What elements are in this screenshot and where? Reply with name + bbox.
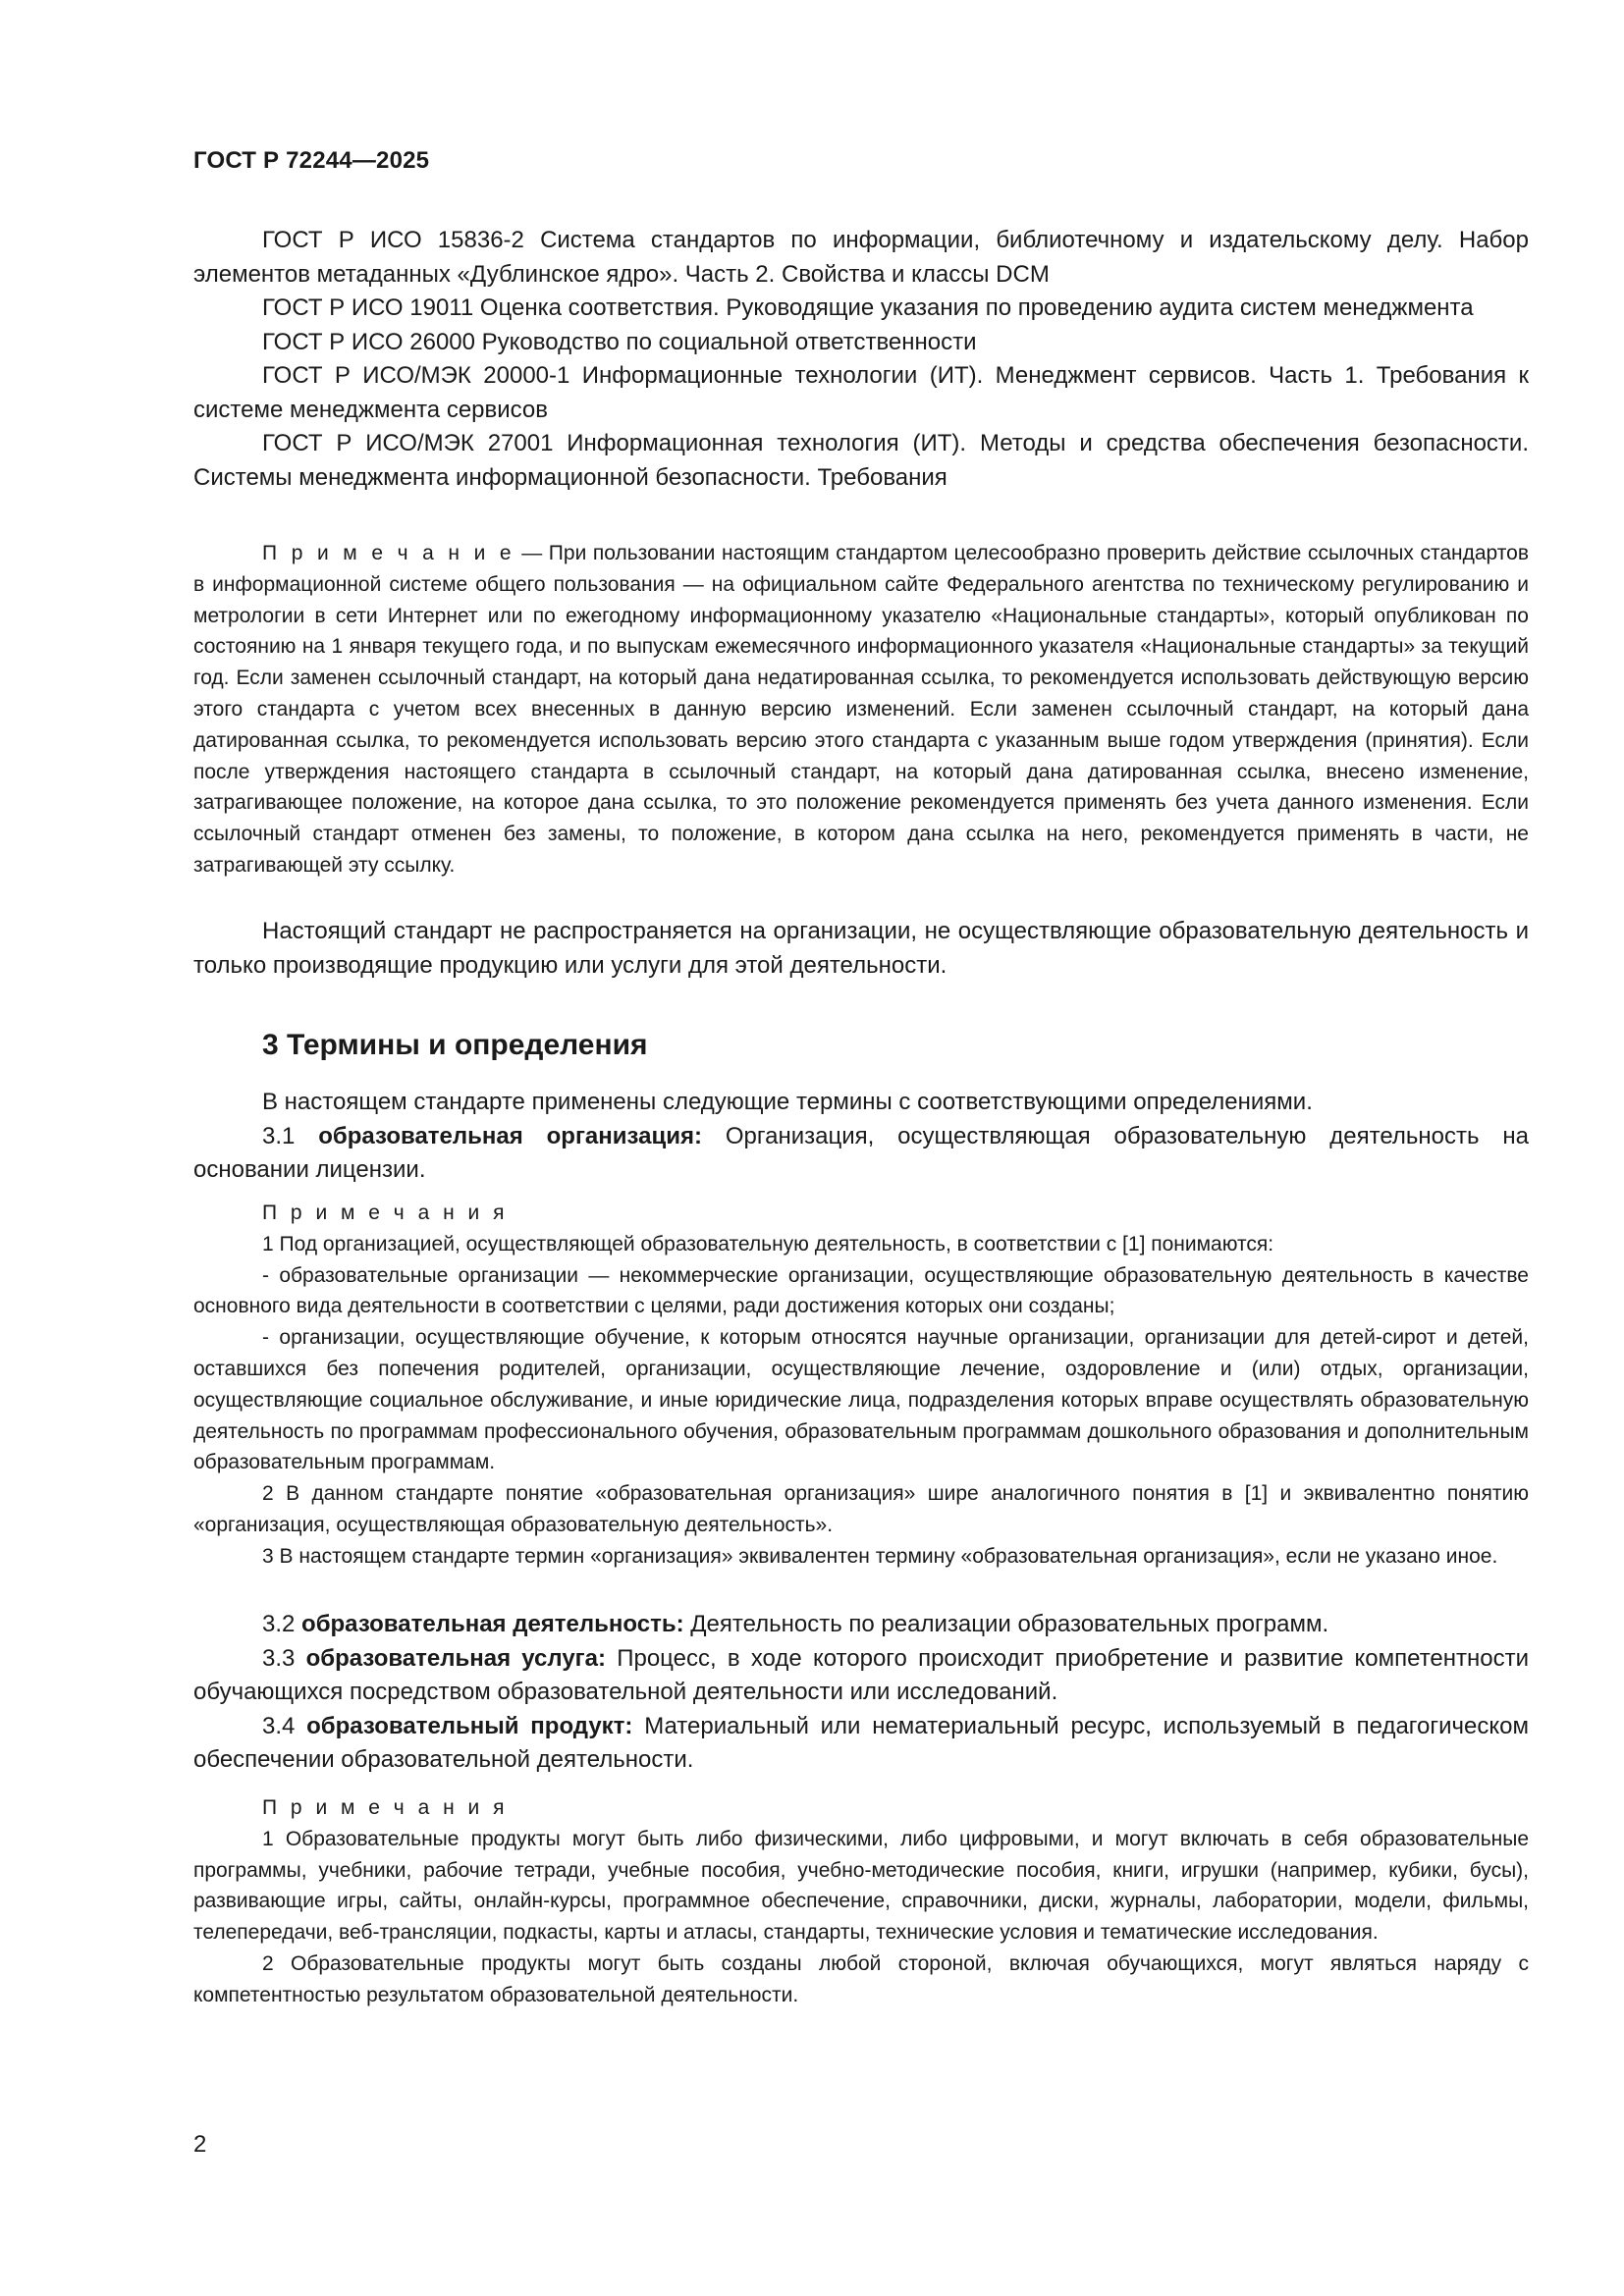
note-item: 3 В настоящем стандарте термин «организация» эквивалентен термину «образовательная организация», если не указано иное. bbox=[262, 1544, 1498, 1568]
term-name: образовательная услуга: bbox=[305, 1644, 607, 1672]
scope-paragraph bbox=[193, 915, 1529, 983]
normative-references bbox=[193, 224, 1529, 495]
reference-item: ГОСТ Р ИСО/МЭК 27001 Информационная технология (ИТ). Методы и средства обеспечения безопасности. Системы менеджмента информационной безопасности. Требования bbox=[193, 430, 1529, 491]
term-definition: Организация, осуществляющая образовательную деятельность на основании лицензии. bbox=[193, 1122, 1529, 1183]
reference-item: ГОСТ Р ИСО 19011 Оценка соответствия. Руководящие указания по проведению аудита систем менеджмента bbox=[262, 294, 1474, 321]
reference-item: ГОСТ Р ИСО 15836-2 Система стандартов по информации, библиотечному и издательскому делу. Набор элементов метаданных «Дублинское ядро». Часть 2. Свойства и классы DCM bbox=[193, 227, 1529, 288]
note-paragraph bbox=[193, 538, 1529, 881]
notes-label: П р и м е ч а н и я bbox=[262, 1201, 509, 1224]
term-number: 3.3 bbox=[262, 1644, 306, 1672]
section-heading: 3 Термины и определения bbox=[262, 1029, 648, 1061]
note-item: 1 Образовательные продукты могут быть либо физическими, либо цифровыми, и могут включать в себя образовательные программы, учебники, рабочие тетради, учебные пособия, учебно-методические пособия, книги, игрушки (например, кубики, бусы), развивающие игры, сайты, онлайн-курсы, программное обеспечение, справочники, диски, журналы, лаборатории, модели, фильмы, телепередачи, веб-трансляции, подкасты, карты и атласы, стандарты, технические условия и тематические исследования. bbox=[193, 1827, 1529, 1945]
note-label: П р и м е ч а н и е bbox=[262, 542, 515, 564]
scope-text: Настоящий стандарт не распространяется на организации, не осуществляющие образовательную деятельность и только производящие продукцию или услуги для этой деятельности. bbox=[193, 918, 1529, 979]
note-item: 2 В данном стандарте понятие «образовательная организация» шире аналогичного понятия в [1] и эквивалентно понятию «организация, осуществляющая образовательную деятельность». bbox=[193, 1482, 1529, 1536]
term-definition: Деятельность по реализации образовательных программ. bbox=[683, 1611, 1329, 1637]
note-item: - образовательные организации — некоммерческие организации, осуществляющие образовательную деятельность в качестве основного вида деятельности в соответствии с целями, ради достижения которых они созданы; bbox=[193, 1263, 1529, 1318]
notes-label: П р и м е ч а н и я bbox=[262, 1796, 509, 1819]
section-intro: В настоящем стандарте применены следующие термины с соответствующими определениями. bbox=[262, 1089, 1313, 1115]
term-definition: Процесс, в ходе которого происходит приобретение и развитие компетентности обучающихся посредством образовательной деятельности или исследований. bbox=[193, 1644, 1530, 1705]
note-item: 2 Образовательные продукты могут быть созданы любой стороной, включая обучающихся, могут являться наряду с компетентностью результатом образовательной деятельности. bbox=[193, 1951, 1529, 2006]
term-number: 3.1 bbox=[262, 1122, 319, 1149]
reference-item: ГОСТ Р ИСО/МЭК 20000-1 Информационные технологии (ИТ). Менеджмент сервисов. Часть 1. Требования к системе менеджмента сервисов bbox=[193, 362, 1529, 423]
term-name: образовательный продукт: bbox=[306, 1712, 633, 1739]
section-body bbox=[193, 1086, 1529, 1188]
term-3-3 bbox=[193, 1642, 1529, 1710]
terms-3-2-to-3-4 bbox=[193, 1608, 1529, 1778]
note-text: — При пользовании настоящим стандартом целесообразно проверить действие ссылочных стандартов в информационной системе общего пользования — на официальном сайте Федерального агентства по техническому регулированию и метрологии в сети Интернет или по ежегодному информационному указателю «Национальные стандарты», который опубликован по состоянию на 1 января текущего года, и по выпускам ежемесячного информационного указателя «Национальные стандарты» за текущий год. Если заменен ссылочный стандарт, на который дана недатированная ссылка, то рекомендуется использовать действующую версию этого стандарта с учетом всех внесенных в данную версию изменений. Если заменен ссылочный стандарт, на который дана датированная ссылка, то рекомендуется использовать версию этого стандарта с указанным выше годом утверждения (принятия). Если после утверждения настоящего стандарта в ссылочный стандарт, на который дана датированная ссылка, внесено изменение, затрагивающее положение, на которое дана ссылка, то это положение рекомендуется применять без учета данного изменения. Если ссылочный стандарт отменен без замены, то положение, в котором дана ссылка на него, рекомендуется применять в части, не затрагивающей эту ссылку. bbox=[193, 542, 1529, 877]
term-name: образовательная деятельность: bbox=[301, 1611, 684, 1637]
document-header: ГОСТ Р 72244—2025 bbox=[193, 147, 430, 174]
term-number: 3.4 bbox=[262, 1712, 307, 1739]
term-3-2 bbox=[193, 1608, 1529, 1642]
page-number: 2 bbox=[193, 2131, 207, 2158]
term-name: образовательная организация: bbox=[318, 1122, 702, 1149]
term-definition: Материальный или нематериальный ресурс, используемый в педагогическом обеспечении образовательной деятельности. bbox=[193, 1712, 1530, 1773]
references-note bbox=[193, 538, 1529, 881]
notes-3-4 bbox=[193, 1792, 1529, 2011]
notes-3-1 bbox=[193, 1198, 1529, 1573]
note-item: 1 Под организацией, осуществляющей образовательную деятельность, в соответствии с [1] понимаются: bbox=[262, 1232, 1274, 1255]
term-3-1 bbox=[193, 1120, 1529, 1188]
term-number: 3.2 bbox=[262, 1611, 302, 1637]
reference-item: ГОСТ Р ИСО 26000 Руководство по социальной ответственности bbox=[262, 328, 977, 355]
note-item: - организации, осуществляющие обучение, к которым относятся научные организации, организации для детей-сирот и детей, оставшихся без попечения родителей, организации, осуществляющие лечение, оздоровление и (или) отдых, организации, осуществляющие социальное обслуживание, и иные юридические лица, подразделения которых вправе осуществлять образовательную деятельность по программам профессионального обучения, образовательным программам дошкольного образования и дополнительным образовательным программам. bbox=[193, 1326, 1529, 1474]
term-3-4 bbox=[193, 1710, 1529, 1778]
